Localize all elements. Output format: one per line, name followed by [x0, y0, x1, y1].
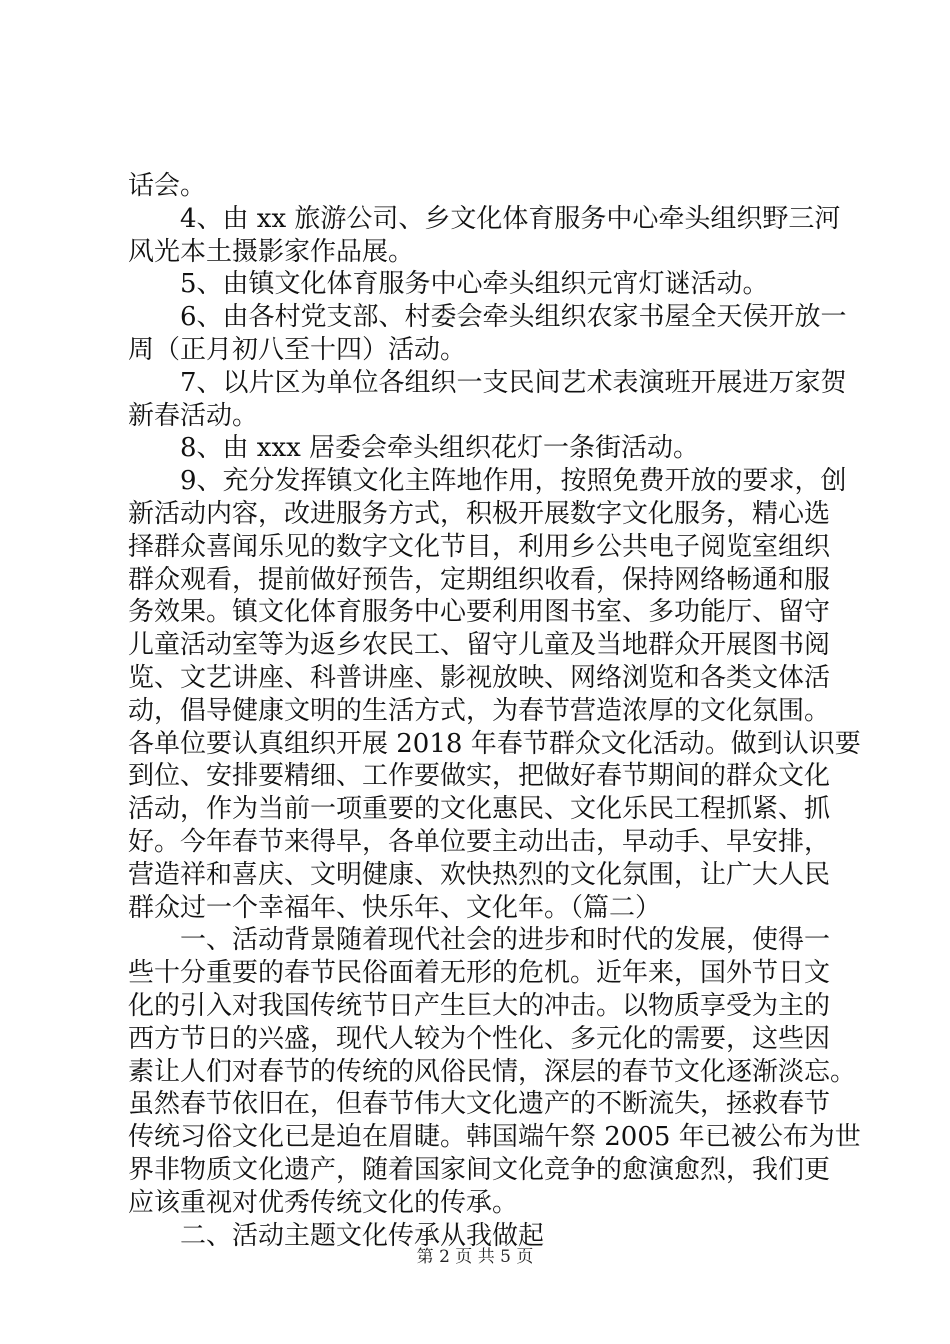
text-line: 5、由镇文化体育服务中心牵头组织元宵灯谜活动。 — [180, 269, 769, 300]
text-line: 群众过一个幸福年、快乐年、文化年。（篇二） — [128, 892, 662, 923]
text-line: 应该重视对优秀传统文化的传承。 — [128, 1187, 519, 1218]
page-number-label: 第 2 页 共 5 页 — [416, 1247, 534, 1267]
text-line: 西方节日的兴盛，现代人较为个性化、多元化的需要，这些因 — [128, 1023, 831, 1054]
text-line: 界非物质文化遗产，随着国家间文化竞争的愈演愈烈，我们更 — [128, 1154, 831, 1185]
text-line: 营造祥和喜庆、文明健康、欢快热烈的文化氛围，让广大人民 — [128, 859, 831, 890]
text-line: 择群众喜闻乐见的数字文化节目，利用乡公共电子阅览室组织 — [128, 531, 831, 562]
page-footer — [0, 1242, 950, 1267]
text-line: 动，倡导健康文明的生活方式，为春节营造浓厚的文化氛围。 — [128, 695, 831, 726]
text-line: 新活动内容，改进服务方式，积极开展数字文化服务，精心选 — [128, 498, 831, 529]
text-line: 到位、安排要精细、工作要做实，把做好春节期间的群众文化 — [128, 761, 831, 792]
text-line: 话会。 — [128, 171, 207, 201]
text-line: 各单位要认真组织开展 2018 年春节群众文化活动。做到认识要 — [128, 728, 861, 759]
text-line: 务效果。镇文化体育服务中心要利用图书室、多功能厅、留守 — [128, 597, 831, 628]
text-line: 4、由 xx 旅游公司、乡文化体育服务中心牵头组织野三河 — [180, 203, 841, 234]
text-line: 新春活动。 — [128, 400, 259, 431]
text-line: 二、活动主题文化传承从我做起 — [180, 1220, 545, 1251]
text-line: 览、文艺讲座、科普讲座、影视放映、网络浏览和各类文体活 — [128, 662, 831, 693]
text-line: 些十分重要的春节民俗面着无形的危机。近年来，国外节日文 — [128, 958, 831, 989]
text-line: 7、以片区为单位各组织一支民间艺术表演班开展进万家贺 — [180, 367, 847, 398]
text-line: 6、由各村党支部、村委会牵头组织农家书屋全天侯开放一 — [180, 302, 847, 333]
text-line: 周（正月初八至十四）活动。 — [128, 334, 467, 365]
text-line: 风光本土摄影家作品展。 — [128, 236, 415, 267]
text-line: 群众观看，提前做好预告，定期组织收看，保持网络畅通和服 — [128, 564, 831, 595]
text-line: 化的引入对我国传统节日产生巨大的冲击。以物质享受为主的 — [128, 990, 831, 1021]
text-line: 一、活动背景随着现代社会的进步和时代的发展，使得一 — [180, 925, 831, 956]
text-line: 9、充分发挥镇文化主阵地作用，按照免费开放的要求，创 — [180, 466, 847, 497]
text-line: 传统习俗文化已是迫在眉睫。韩国端午祭 2005 年已被公布为世 — [128, 1122, 861, 1153]
text-line: 虽然春节依旧在，但春节伟大文化遗产的不断流失，拯救春节 — [128, 1089, 831, 1120]
document-body — [128, 170, 861, 1252]
text-line: 素让人们对春节的传统的风俗民情，深层的春节文化逐渐淡忘。 — [128, 1056, 857, 1087]
text-line: 好。今年春节来得早，各单位要主动出击，早动手、早安排， — [128, 826, 831, 857]
text-line: 活动，作为当前一项重要的文化惠民、文化乐民工程抓紧、抓 — [128, 794, 831, 825]
text-line: 儿童活动室等为返乡农民工、留守儿童及当地群众开展图书阅 — [128, 630, 831, 661]
text-line: 8、由 xxx 居委会牵头组织花灯一条街活动。 — [180, 433, 700, 464]
